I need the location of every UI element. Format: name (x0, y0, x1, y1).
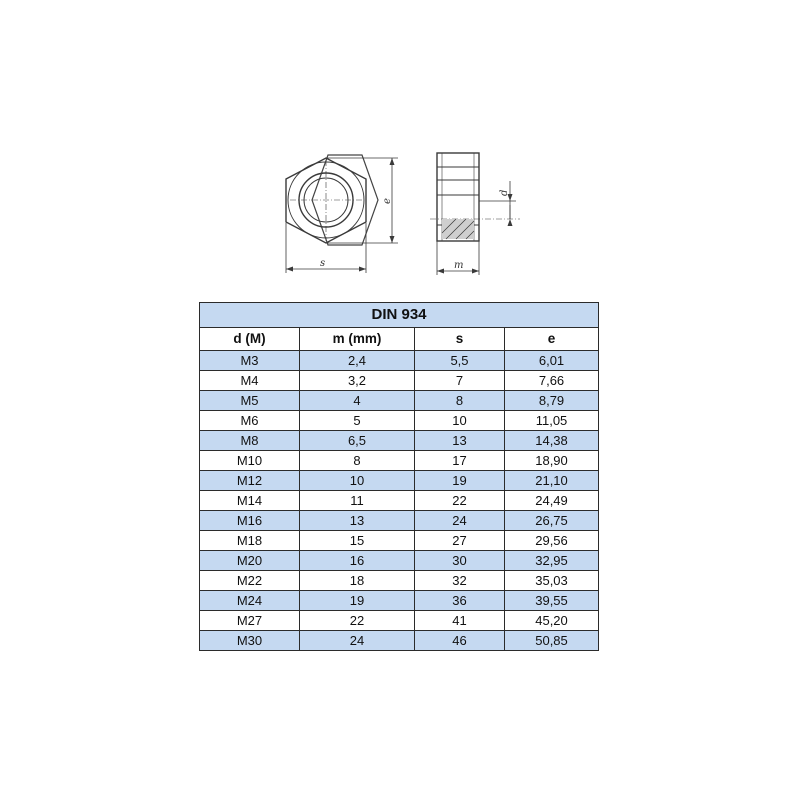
cell-m: 10 (300, 471, 415, 491)
dimension-label-e: e (382, 198, 393, 204)
cell-e: 32,95 (505, 551, 599, 571)
cell-e: 18,90 (505, 451, 599, 471)
cell-m: 6,5 (300, 431, 415, 451)
cell-s: 7 (415, 371, 505, 391)
cell-m: 22 (300, 611, 415, 631)
hexagon-front (308, 157, 380, 241)
dimension-label-s: s (320, 258, 326, 269)
cell-d: M27 (200, 611, 300, 631)
table-row (200, 391, 599, 411)
cell-d: M12 (200, 471, 300, 491)
table-row (200, 451, 599, 471)
cell-d: M20 (200, 551, 300, 571)
hex-nut-drawing (270, 145, 540, 280)
cell-s: 5,5 (415, 351, 505, 371)
cell-e: 24,49 (505, 491, 599, 511)
cell-d: M8 (200, 431, 300, 451)
cell-d: M4 (200, 371, 300, 391)
cell-d: M5 (200, 391, 300, 411)
cell-s: 24 (415, 511, 505, 531)
cell-d: M30 (200, 631, 300, 651)
cell-e: 8,79 (505, 391, 599, 411)
table-row (200, 631, 599, 651)
cell-e: 6,01 (505, 351, 599, 371)
table-row (200, 491, 599, 511)
cell-s: 36 (415, 591, 505, 611)
dimension-label-d: d (499, 189, 510, 196)
cell-m: 15 (300, 531, 415, 551)
table-title: DIN 934 (200, 303, 599, 328)
cell-s: 19 (415, 471, 505, 491)
cell-m: 19 (300, 591, 415, 611)
table-row (200, 351, 599, 371)
cell-d: M10 (200, 451, 300, 471)
col-header-m: m (mm) (300, 328, 415, 351)
table-row (200, 551, 599, 571)
din934-table (199, 302, 599, 651)
cell-m: 16 (300, 551, 415, 571)
table-row (200, 611, 599, 631)
cell-e: 50,85 (505, 631, 599, 651)
cell-m: 2,4 (300, 351, 415, 371)
cell-s: 10 (415, 411, 505, 431)
cell-s: 27 (415, 531, 505, 551)
table-row (200, 531, 599, 551)
table-row (200, 591, 599, 611)
cell-m: 11 (300, 491, 415, 511)
cell-e: 7,66 (505, 371, 599, 391)
table-body (200, 351, 599, 651)
dimension-label-m: m (454, 260, 464, 271)
cell-e: 35,03 (505, 571, 599, 591)
table-row (200, 431, 599, 451)
cell-m: 5 (300, 411, 415, 431)
cell-e: 45,20 (505, 611, 599, 631)
table-row (200, 511, 599, 531)
table-row (200, 371, 599, 391)
table-row (200, 471, 599, 491)
cell-m: 24 (300, 631, 415, 651)
cell-d: M18 (200, 531, 300, 551)
table-header-row (200, 328, 599, 351)
cell-d: M3 (200, 351, 300, 371)
col-header-d: d (M) (200, 328, 300, 351)
cell-s: 46 (415, 631, 505, 651)
cell-s: 41 (415, 611, 505, 631)
cell-d: M14 (200, 491, 300, 511)
table-row (200, 571, 599, 591)
cell-s: 17 (415, 451, 505, 471)
cell-s: 30 (415, 551, 505, 571)
cell-e: 39,55 (505, 591, 599, 611)
cell-m: 8 (300, 451, 415, 471)
cell-s: 13 (415, 431, 505, 451)
cell-m: 18 (300, 571, 415, 591)
cell-e: 21,10 (505, 471, 599, 491)
cell-d: M16 (200, 511, 300, 531)
cell-d: M6 (200, 411, 300, 431)
col-header-e: e (505, 328, 599, 351)
cell-e: 11,05 (505, 411, 599, 431)
table-row (200, 411, 599, 431)
cell-e: 29,56 (505, 531, 599, 551)
cell-e: 14,38 (505, 431, 599, 451)
col-header-s: s (415, 328, 505, 351)
cell-d: M22 (200, 571, 300, 591)
cell-e: 26,75 (505, 511, 599, 531)
cell-d: M24 (200, 591, 300, 611)
cell-m: 3,2 (300, 371, 415, 391)
cell-s: 22 (415, 491, 505, 511)
cell-s: 32 (415, 571, 505, 591)
cell-m: 13 (300, 511, 415, 531)
cell-s: 8 (415, 391, 505, 411)
cell-m: 4 (300, 391, 415, 411)
